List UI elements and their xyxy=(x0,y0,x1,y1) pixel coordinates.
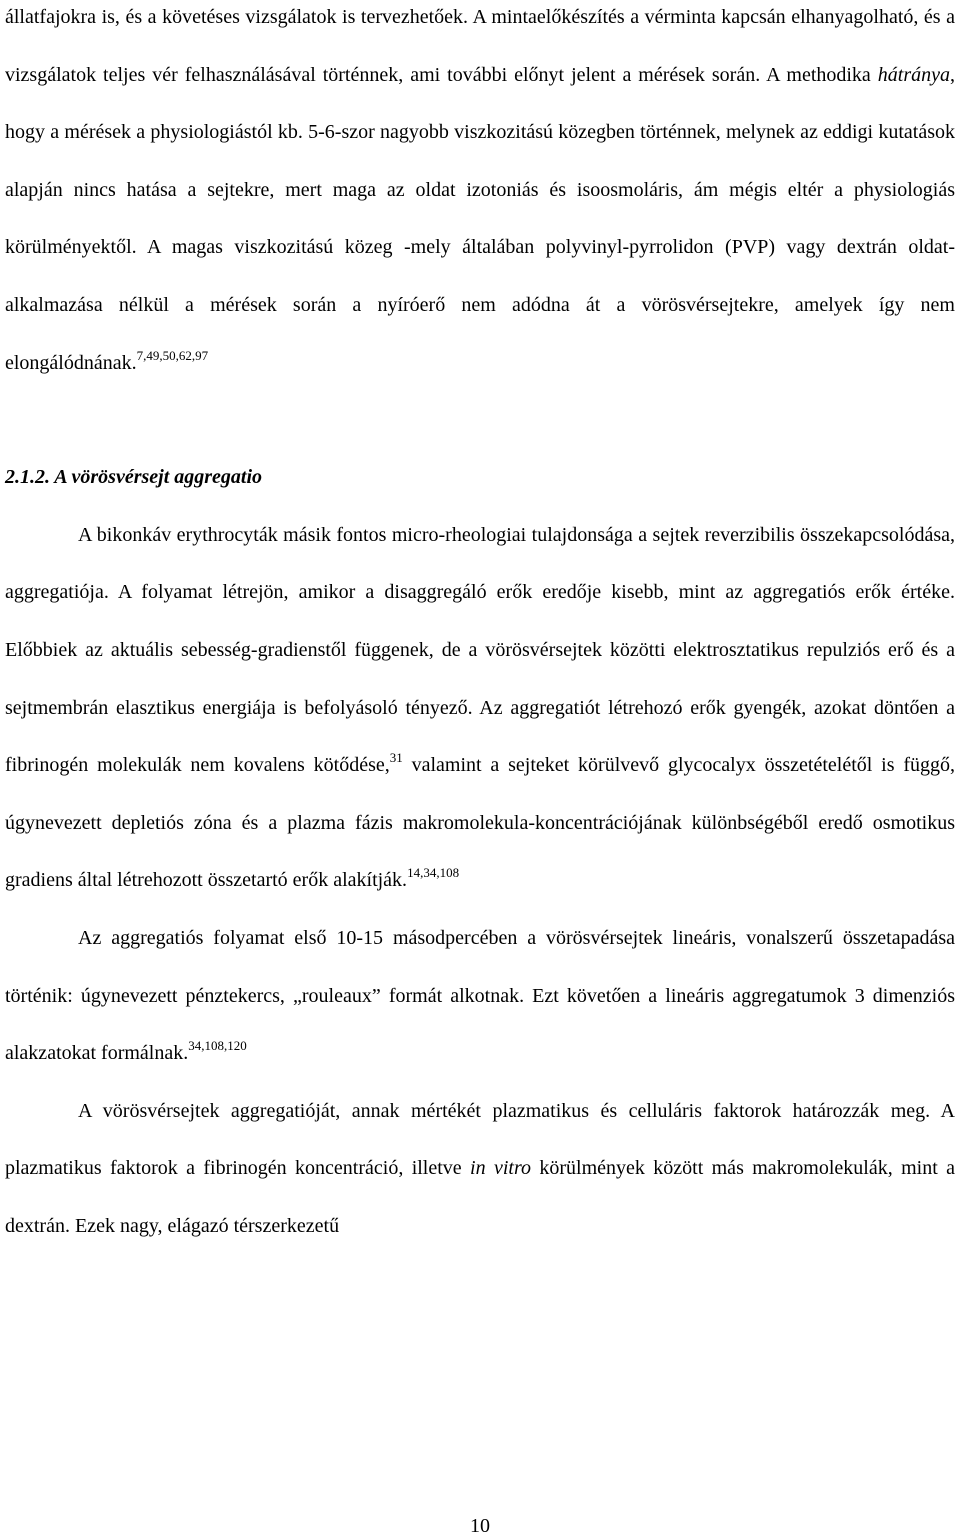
paragraph-aggregation-process xyxy=(5,910,955,1083)
paragraph-aggregation-intro xyxy=(5,507,955,910)
paragraph-text: A bikonkáv erythrocyták másik fontos micro-rheologiai tulajdonsága a sejtek reverzibilis összekapcsolódása, aggregatiója. A folyamat létrejön, amikor a disaggregáló erők eredője kisebb, mint az aggregatiós erők értéke. Előbbiek az aktuális sebesség-gradienstől függenek, de a vörösvérsejtek közötti elektrosztatikus repulziós erő és a sejtmembrán elasztikus energiája is befolyásoló tényező. Az aggregatiót létrehozó erők gyengék, azokat döntően a fibrinogén molekulák nem kovalens kötődése, xyxy=(5,523,955,777)
paragraph-text: A vörösvérsejtek aggregatióját, annak mértékét plazmatikus és celluláris faktorok határozzák meg. A plazmatikus faktorok a fibrinogén koncentráció, illetve xyxy=(5,1099,955,1180)
paragraph-aggregation-factors xyxy=(5,1083,955,1256)
citation-reference: 14,34,108 xyxy=(407,865,460,881)
paragraph-text: állatfajokra is, és a követéses vizsgálatok is tervezhetőek. A mintaelőkészítés a vérminta kapcsán elhanyagolható, és a vizsgálatok teljes vér felhasználásával történnek, ami további előnyt jelent a mérések során. A methodika xyxy=(5,6,955,86)
page-content xyxy=(5,0,955,1255)
paragraph-text: körülmények között más makromolekulák, mint a dextrán. Ezek nagy, elágazó térszerkezetű xyxy=(5,1157,956,1237)
section-number: 2.1.2. xyxy=(5,466,50,489)
emphasis-text: hátránya xyxy=(877,63,950,86)
paragraph-text: valamint a sejteket körülvevő glycocalyx összetételétől is függő, úgynevezett depletiós zóna és a plazma fázis makromolekula-koncentrációjának különbségéből eredő osmotikus gradiens által létrehozott összetartó erők alakítják. xyxy=(5,754,955,892)
paragraph-methodology xyxy=(5,0,955,392)
section-title: A vörösvérsejt aggregatio xyxy=(54,466,263,489)
citation-reference: 34,108,120 xyxy=(188,1038,247,1054)
paragraph-text: Az aggregatiós folyamat első 10-15 másodpercében a vörösvérsejtek lineáris, vonalszerű összetapadása történik: úgynevezett pénztekercs, „rouleaux” formát alkotnak. Ezt követően a lineáris aggregatumok 3 dimenziós alakzatokat formálnak. xyxy=(5,926,955,1065)
paragraph-text: , hogy a mérések a physiologiástól kb. 5-6-szor nagyobb viszkozitású közegben történnek, melynek az eddigi kutatások alapján nincs hatása a sejtekre, mert maga az oldat izotoniás és isoosmoláris, ám mégis eltér a physiologiás körülményektől. A magas viszkozitású közeg -mely általában polyvinyl-pyrrolidon (PVP) vagy dextrán oldat- alkalmazása nélkül a mérések során a nyíróerő nem adódna át a vörösvérsejtekre, amelyek így nem elongálódnának. xyxy=(5,63,955,374)
citation-reference: 7,49,50,62,97 xyxy=(136,347,209,363)
section-heading xyxy=(5,449,955,507)
page-number: 10 xyxy=(470,1515,490,1537)
citation-reference: 31 xyxy=(389,750,403,766)
emphasis-text: in vitro xyxy=(470,1157,532,1180)
